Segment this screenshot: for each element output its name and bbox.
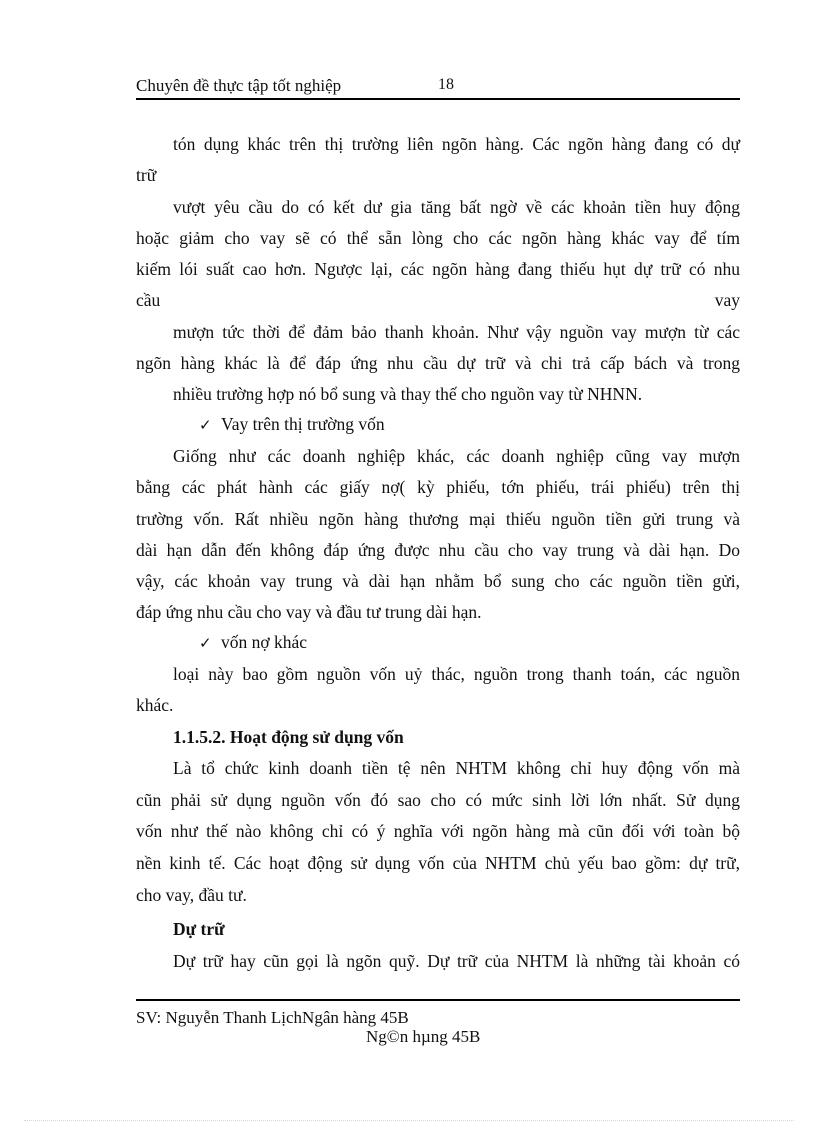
body-line: đáp ứng nhu cầu cho vay và đầu tư trung dài hạn. (136, 602, 482, 622)
body-line: nền kinh tế. Các hoạt động sử dụng vốn của NHTM chủ yếu bao gồm: dự trữ, (136, 853, 740, 873)
body-line: tón dụng khác trên thị trường liên ngõn hàng. Các ngõn hàng đang có dự (173, 134, 740, 154)
bullet-item (199, 631, 803, 654)
bullet-text: Vay trên thị trường vốn (221, 414, 385, 434)
body-line: mượn tức thời để đảm bảo thanh khoản. Như vậy nguồn vay mượn từ các (173, 322, 740, 342)
checkmark-icon: ✓ (199, 634, 212, 652)
page-edge-dots (24, 1120, 794, 1121)
body-line: ngõn hàng khác là để đáp ứng nhu cầu dự trữ và chi trả cấp bách và trong (136, 353, 740, 373)
body-line: Dự trữ hay cũn gọi là ngõn quỹ. Dự trữ của NHTM là những tài khoản có (173, 951, 740, 971)
body-line: dài hạn dẫn đến không đáp ứng được nhu cầu cho vay trung và dài hạn. Do (136, 540, 740, 560)
body-line: loại này bao gồm nguồn vốn uỷ thác, nguồn trong thanh toán, các nguồn (173, 664, 740, 684)
checkmark-icon: ✓ (199, 416, 212, 434)
body-line: hoặc giảm cho vay sẽ có thể sẵn lòng cho các ngõn hàng khác vay để tím (136, 228, 740, 248)
body-line: khác. (136, 695, 174, 715)
body-line: kiếm lói suất cao hơn. Ngược lại, các ngõn hàng đang thiếu hụt dự trữ có nhu (136, 259, 740, 279)
body-word: cầu (136, 290, 161, 310)
bullet-text: vốn nợ khác (221, 632, 308, 652)
page-header (136, 74, 740, 100)
subsection-heading: Dự trữ (173, 919, 225, 939)
footer-author: SV: Nguyễn Thanh LịchNgân hàng 45B (136, 1008, 409, 1027)
footer-rule (136, 999, 740, 1001)
body-line: vượt yêu cầu do có kết dư gia tăng bất ngờ về các khoản tiền huy động (173, 197, 740, 217)
section-heading: 1.1.5.2. Hoạt động sử dụng vốn (173, 727, 404, 747)
body-line: trữ (136, 165, 157, 185)
body-line: Là tổ chức kinh doanh tiền tệ nên NHTM không chỉ huy động vốn mà (173, 758, 740, 778)
body-line: vốn như thế nào không chỉ có ý nghĩa với ngõn hàng mà cũn đối với toàn bộ (136, 821, 740, 841)
body-line (136, 289, 740, 311)
page-number: 18 (438, 76, 454, 93)
footer-class: Ng©n hµng 45B (366, 1027, 481, 1046)
body-word: vay (714, 290, 740, 310)
body-line: bằng các phát hành các giấy nợ( kỳ phiếu, tớn phiếu, trái phiếu) trên thị (136, 477, 740, 497)
header-title: Chuyên đề thực tập tốt nghiệp (136, 76, 342, 95)
body-line: cho vay, đầu tư. (136, 885, 247, 905)
bullet-item (199, 413, 803, 436)
body-line: Giống như các doanh nghiệp khác, các doanh nghiệp cũng vay mượn (173, 446, 740, 466)
body-line: cũn phải sử dụng nguồn vốn đó sao cho có mức sinh lời lớn nhất. Sử dụng (136, 790, 740, 810)
body-line: trường vốn. Rất nhiều ngõn hàng thương mại thiếu nguồn tiền gửi trung và (136, 509, 740, 529)
body-line: vậy, các khoản vay trung và dài hạn nhằm bổ sung cho các nguồn tiền gửi, (136, 571, 740, 591)
body-line: nhiều trường hợp nó bổ sung và thay thế cho nguồn vay từ NHNN. (173, 384, 643, 404)
